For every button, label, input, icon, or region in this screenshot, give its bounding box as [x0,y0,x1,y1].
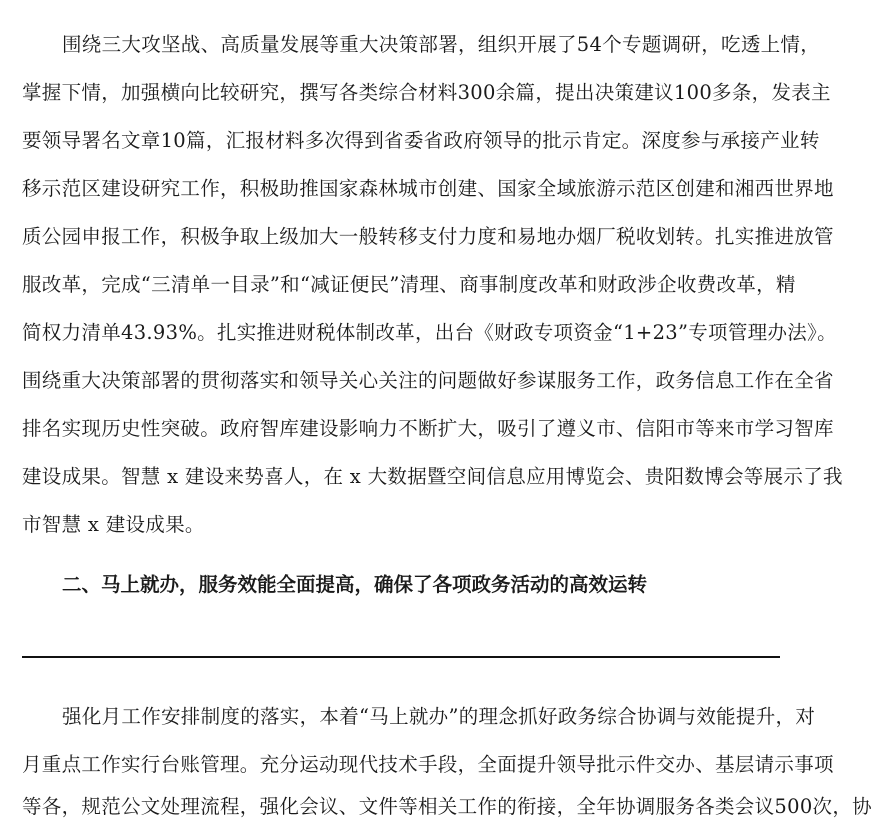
paragraph-line: 质公园申报工作，积极争取上级加大一般转移支付力度和易地办烟厂税收划转。扎实推进放管 [22,225,834,248]
paragraph-line: 等各，规范公文处理流程，强化会议、文件等相关工作的衔接，全年协调服务各类会议500次，协 [22,795,872,818]
paragraph-line: 服改革，完成“三清单一目录”和“减证便民”清理、商事制度改革和财政涉企收费改革，精 [22,273,796,296]
paragraph-line: 掌握下情，加强横向比较研究，撰写各类综合材料300余篇，提出决策建议100多条，发表主 [22,81,831,104]
paragraph-line: 排名实现历史性突破。政府智库建设影响力不断扩大，吸引了遵义市、信阳市等来市学习智库 [22,417,834,440]
paragraph-line: 要领导署名文章10篇，汇报材料多次得到省委省政府领导的批示肯定。深度参与承接产业转 [22,129,820,152]
horizontal-divider [22,656,780,658]
paragraph-line: 市智慧 x 建设成果。 [22,513,205,536]
paragraph-line: 移示范区建设研究工作，积极助推国家森林城市创建、国家全域旅游示范区创建和湘西世界地 [22,177,834,200]
paragraph-line: 强化月工作安排制度的落实，本着“马上就办”的理念抓好政务综合协调与效能提升，对 [62,705,816,728]
section-heading: 二、马上就办，服务效能全面提高，确保了各项政务活动的高效运转 [62,573,648,596]
paragraph-line: 月重点工作实行台账管理。充分运动现代技术手段，全面提升领导批示件交办、基层请示事项 [22,753,834,776]
paragraph-line: 围绕重大决策部署的贯彻落实和领导关心关注的问题做好参谋服务工作，政务信息工作在全省 [22,369,834,392]
paragraph-line: 简权力清单43.93%。扎实推进财税体制改革，出台《财政专项资金“1+23”专项管理办法》。 [22,321,837,344]
paragraph-line: 围绕三大攻坚战、高质量发展等重大决策部署，组织开展了54个专题调研，吃透上情， [62,33,821,56]
paragraph-line: 建设成果。智慧 x 建设来势喜人，在 x 大数据暨空间信息应用博览会、贵阳数博会等展示了我 [22,465,843,488]
